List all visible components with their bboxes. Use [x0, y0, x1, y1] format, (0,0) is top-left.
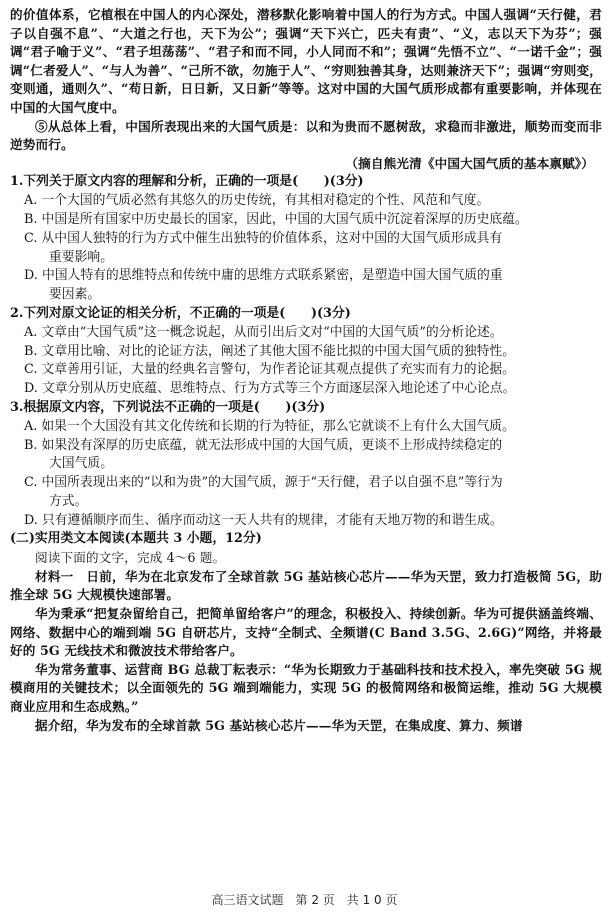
intro-paragraph-1: 的价值体系，它植根在中国人的内心深处，潜移默化影响着中国人的行为方式。中国人强调“天行健，君子以自强不息”、“大道之行也，天下为公”；强调“天下兴亡，匹夫有责”、“义，志以天下为芬”；强调“君子喻于义”、“君子坦荡荡”、“君子和而不同，小人同而不和”；强调“先悟不立”、“一诺千金”；强调“仁者爱人”、“与人为善”、“己所不欲，勿施于人”、“穷则独善其身，达则兼济天下”；强调“穷则变，变则通，通则久”、“苟日新，日日新，又日新”等等。这对中国的大国气质形成都有重要影响，并体现在中国的大国气度中。 [10, 7, 602, 115]
question-3-option-b-line2: 大国气质。 [49, 456, 113, 472]
section-2-instruction: 阅读下面的文字，完成 4～6 题。 [35, 550, 226, 566]
question-1-option-c-line1: C. 从中国人独特的行为方式中催生出独特的价值体系，这对中国的大国气质形成具有 [24, 230, 503, 246]
question-3-stem: 3.根据原文内容，下列说法不正确的一项是( )(3分) [10, 399, 326, 415]
question-3-option-c-line2: 方式。 [49, 493, 88, 509]
question-1-stem: 1.下列关于原文内容的理解和分析，正确的一项是( )(3分) [10, 174, 364, 190]
section-2-heading: (二)实用类文本阅读(本题共 3 小题，12分) [10, 531, 262, 547]
question-1-option-a: A. 一个大国的气质必然有其悠久的历史传统，有其相对稳定的个性、风范和气度。 [24, 193, 490, 209]
question-2-option-d: D. 文章分别从历史底蕴、思维特点、行为方式等三个方面逐层深入地论述了中心论点。 [24, 381, 516, 397]
question-3-option-c [10, 474, 602, 512]
page-footer: 高三语文试题 第 2 页 共 1 0 页 [211, 893, 398, 907]
intro-paragraph-2: ⑤从总体上看，中国所表现出来的大国气质是：以和为贵而不愿树敌，求稳而非激进，顺势而变而非逆势而行。 [10, 118, 602, 153]
question-3-option-c-line1: C. 中国所表现出来的“以和为贵”的大国气质，源于“天行健，君子以自强不息”等行为 [24, 475, 503, 491]
question-1-option-d-line2: 要因素。 [49, 287, 101, 303]
question-3-option-a: A. 如果一个大国没有其文化传统和长期的行为特征，那么它就谈不上有什么大国气质。 [24, 418, 515, 434]
question-1-option-b: B. 中国是所有国家中历史最长的国家，因此，中国的大国气质中沉淀着深厚的历史底蕴。 [24, 211, 528, 227]
question-1-option-c [10, 230, 602, 268]
question-1-option-d [10, 267, 602, 305]
question-3-option-d: D. 只有遵循顺序而生、循序而动这一天人共有的规律，才能有天地万物的和谐生成。 [24, 512, 503, 528]
material-1-paragraph-4: 据介绍，华为发布的全球首款 5G 基站核心芯片——华为天罡，在集成度、算力、频谱 [35, 717, 523, 733]
question-2-option-a: A. 文章由“大国气质”这一概念说起，从而引出后文对“中国的大国气质”的分析论述。 [24, 324, 503, 340]
source-citation: （摘自熊光清《中国大国气质的基本禀赋》） [345, 155, 594, 171]
question-3-option-b-line1: B. 如果没有深厚的历史底蕴，就无法形成中国的大国气质，更谈不上形成持续稳定的 [24, 437, 503, 453]
material-1-paragraph-3: 华为常务董事、运营商 BG 总裁丁耘表示：“华为长期致力于基础科技和技术投入，率先突破 5G 规模商用的关键技术；以全面领先的 5G 端到端能力，实现 5G 的极简网络和极简运维，推动 5G 大规模商业应用和生态成熟。” [10, 661, 602, 715]
material-1-paragraph-1: 材料一 日前，华为在北京发布了全球首款 5G 基站核心芯片——华为天罡，致力打造极简 5G，助推全球 5G 大规模快速部署。 [10, 568, 602, 603]
question-2-option-b: B. 文章用比喻、对比的论证方法，阐述了其他大国不能比拟的中国大国气质的独特性。 [24, 343, 516, 359]
exam-page [10, 6, 602, 735]
question-1-option-c-line2: 重要影响。 [49, 249, 113, 265]
question-2-stem: 2.下列对原文论证的相关分析，不正确的一项是( )(3分) [10, 305, 351, 321]
question-1-option-d-line1: D. 中国人特有的思维特点和传统中庸的思维方式联系紧密，是塑造中国大国气质的重 [24, 268, 503, 284]
material-1-paragraph-2: 华为秉承“把复杂留给自己，把简单留给客户”的理念，积极投入、持续创新。华为可提供涵盖终端、网络、数据中心的端到端 5G 自研芯片，支持“全制式、全频谱(C Band 3.5G、2.6G)”网络，并将最好的 5G 无线技术和微波技术带给客户。 [10, 606, 602, 659]
question-3-option-b [10, 437, 602, 475]
question-2-option-c: C. 文章善用引证，大量的经典名言警句，为作者论证其观点提供了充实而有力的论据。 [24, 362, 515, 378]
